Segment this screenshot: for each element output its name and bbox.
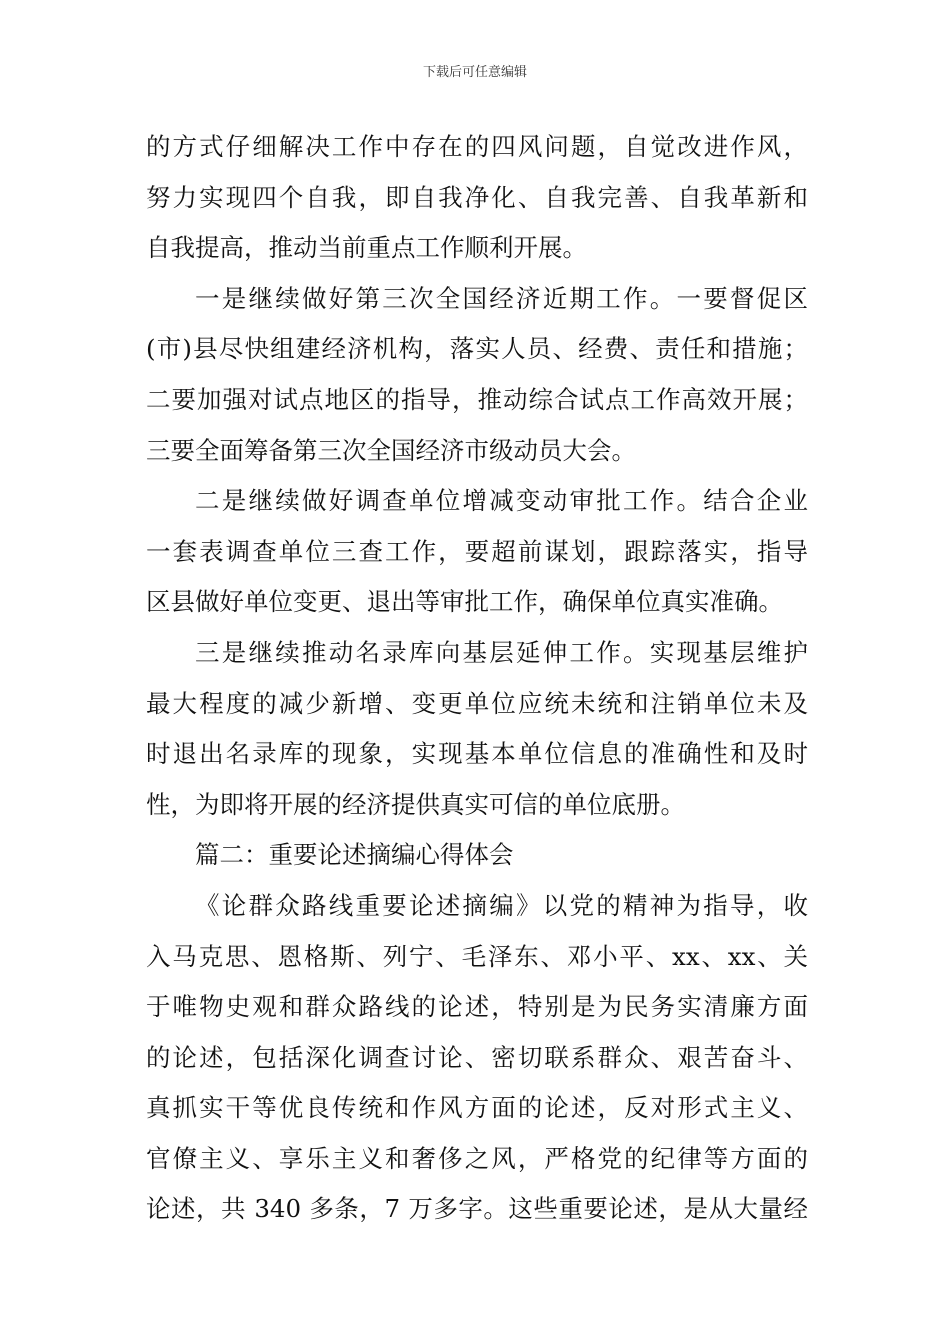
text-line: 时退出名录库的现象，实现基本单位信息的准确性和及时 <box>146 739 808 769</box>
text-line: 二是继续做好调查单位增减变动审批工作。结合企业 <box>195 486 808 516</box>
text-line: (市)县尽快组建经济机构，落实人员、经费、责任和措施； <box>146 334 808 364</box>
text-line: 入马克思、恩格斯、列宁、毛泽东、邓小平、xx、xx、关 <box>146 941 808 971</box>
text-line: 真抓实干等优良传统和作风方面的论述，反对形式主义、 <box>146 1093 808 1123</box>
text-line: 最大程度的减少新增、变更单位应统未统和注销单位未及 <box>146 688 808 718</box>
text-line: 于唯物史观和群众路线的论述，特别是为民务实清廉方面 <box>146 992 808 1022</box>
text-line: 自我提高，推动当前重点工作顺利开展。 <box>146 233 587 263</box>
text-line: 《论群众路线重要论述摘编》以党的精神为指导，收 <box>195 890 808 920</box>
text-line: 论述，共 340 多条，7 万多字。这些重要论述，是从大量经 <box>146 1194 808 1224</box>
text-line: 一是继续做好第三次全国经济近期工作。一要督促区 <box>195 283 808 313</box>
text-line: 篇二：重要论述摘编心得体会 <box>195 840 514 870</box>
text-line: 的论述，包括深化调查讨论、密切联系群众、艰苦奋斗、 <box>146 1042 808 1072</box>
text-line: 三是继续推动名录库向基层延伸工作。实现基层维护 <box>195 637 808 667</box>
text-line: 官僚主义、享乐主义和奢侈之风，严格党的纪律等方面的 <box>146 1143 808 1173</box>
text-line: 一套表调查单位三查工作，要超前谋划，跟踪落实，指导 <box>146 536 808 566</box>
text-line: 的方式仔细解决工作中存在的四风问题，自觉改进作风， <box>146 132 808 161</box>
text-line: 三要全面筹备第三次全国经济市级动员大会。 <box>146 435 636 465</box>
document-body <box>146 122 808 1235</box>
page-header: 下载后可任意编辑 <box>422 65 527 80</box>
text-line: 二要加强对试点地区的指导，推动综合试点工作高效开展； <box>146 384 808 414</box>
text-line: 努力实现四个自我，即自我净化、自我完善、自我革新和 <box>146 182 808 212</box>
text-line: 性，为即将开展的经济提供真实可信的单位底册。 <box>146 789 685 819</box>
text-line: 区县做好单位变更、退出等审批工作，确保单位真实准确。 <box>146 587 783 617</box>
